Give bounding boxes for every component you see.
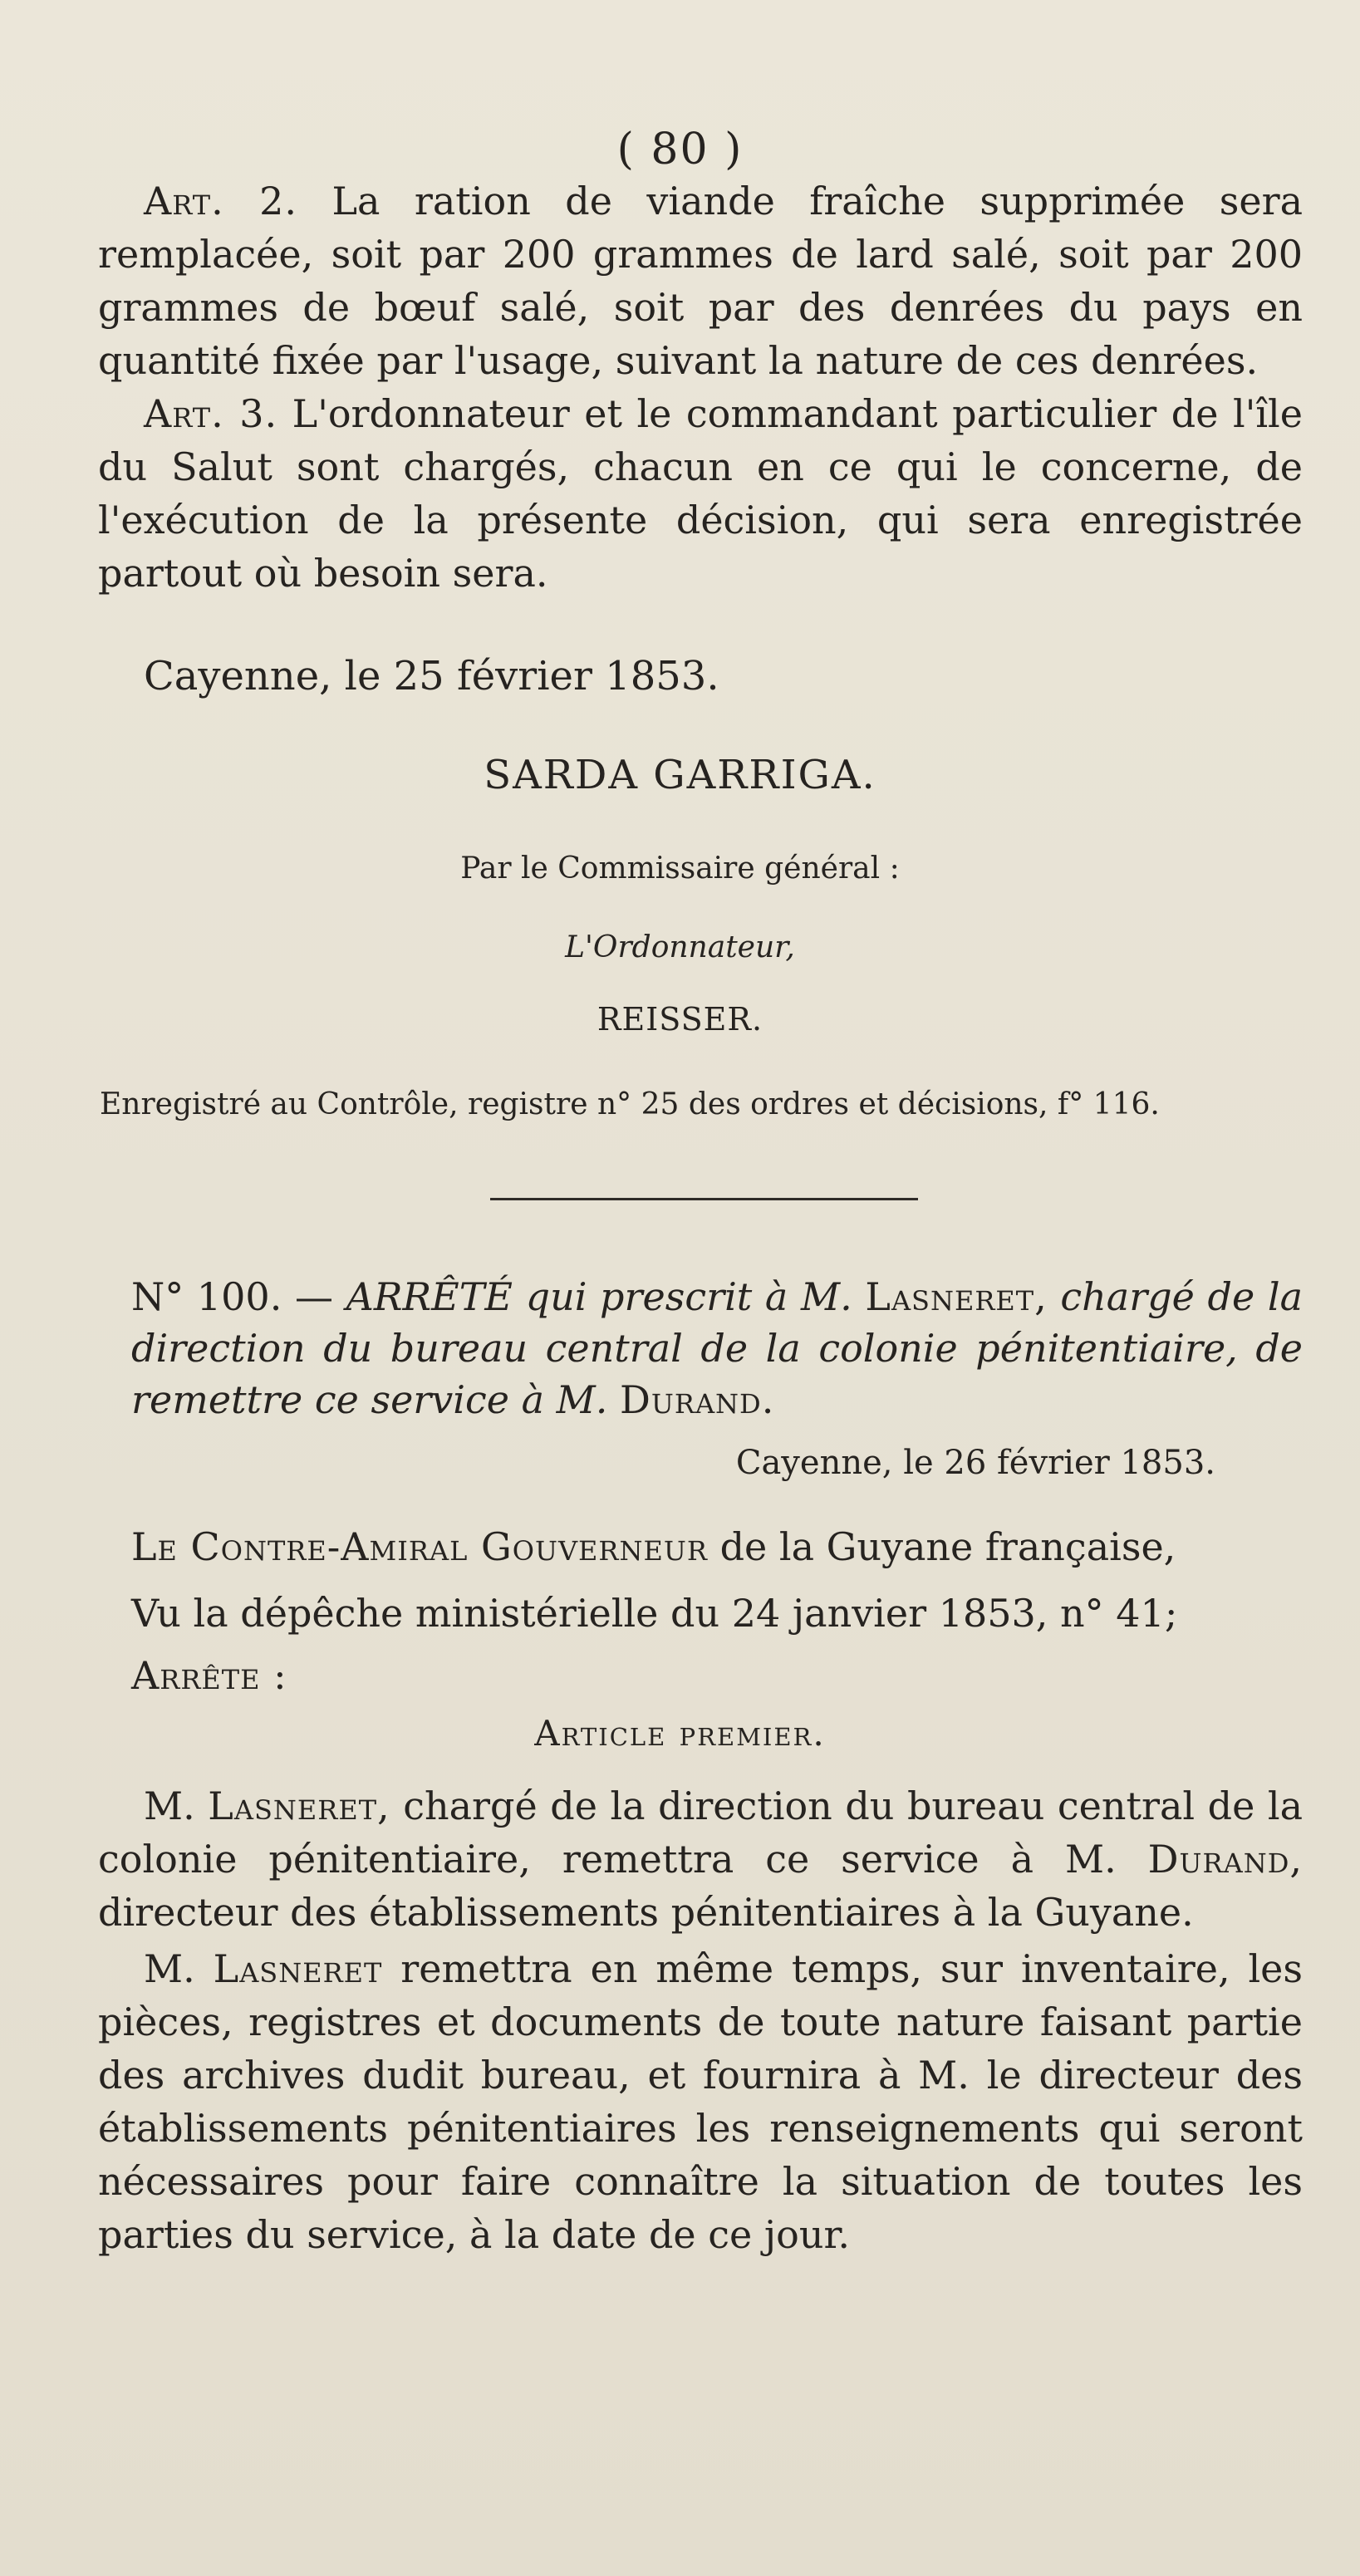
vu-line: Vu la dépêche ministérielle du 24 janvier 1853, n° 41; [131,1591,1178,1636]
article-2-text: La ration de viande fraîche supprimée sera remplacée, soit par 200 grammes de lard salé, soit par 200 grammes de bœuf salé, soit par des denrées du pays en quantité fixée par l'usage, suivant la nature de ces denrées. [98,179,1303,383]
page-number: ( 80 ) [616,125,744,174]
arrete-number: N° 100. — [131,1274,333,1319]
article-2 [98,174,1303,387]
arrete-label: Arrête : [131,1653,287,1698]
signature-sarda-garriga: SARDA GARRIGA. [484,752,876,798]
signature-reisser: REISSER. [597,1001,763,1038]
gouverneur-line: Le Contre-Amiral Gouverneur de la Guyane française, [131,1524,1176,1569]
article-2-label: Art. 2. [144,179,298,223]
enregistre-note: Enregistré au Contrôle, registre n° 25 des ordres et décisions, f° 116. [100,1087,1160,1121]
article-premier: Article premier. [534,1713,826,1754]
arrete-title: N° 100. — ARRÊTÉ qui prescrit à M. Lasneret, chargé de la direction du bureau central de la colonie pénitentiaire, de remettre ce service à M. Durand. [131,1274,1303,1422]
dateline-2: Cayenne, le 26 février 1853. [735,1444,1215,1482]
par-le-commissaire: Par le Commissaire général : [460,851,900,886]
article-3 [98,387,1303,600]
paragraph-2: M. Lasneret remettra en même temps, sur inventaire, les pièces, registres et documents de toute nature faisant partie des archives dudit bureau, et fournira à M. le directeur des établissements pénitentiaires les renseignements qui seront nécessaires pour faire connaître la situation de toutes les parties du service, à la date de ce jour. [98,1946,1304,2257]
ordonnateur-label: L'Ordonnateur, [565,930,795,964]
section-divider [490,1198,918,1200]
article-3-label: Art. 3. [144,391,278,436]
article-3-text: L'ordonnateur et le commandant particulier de l'île du Salut sont chargés, chacun en ce qui le concerne, de l'exécution de la présente décision, qui sera enregistrée partout où besoin sera. [98,391,1303,596]
paragraph-1: M. Lasneret, chargé de la direction du bureau central de la colonie pénitentiaire, remettra ce service à M. Durand, directeur des établissements pénitentiaires à la Guyane. [98,1784,1304,1935]
dateline-1: Cayenne, le 25 février 1853. [144,653,719,699]
